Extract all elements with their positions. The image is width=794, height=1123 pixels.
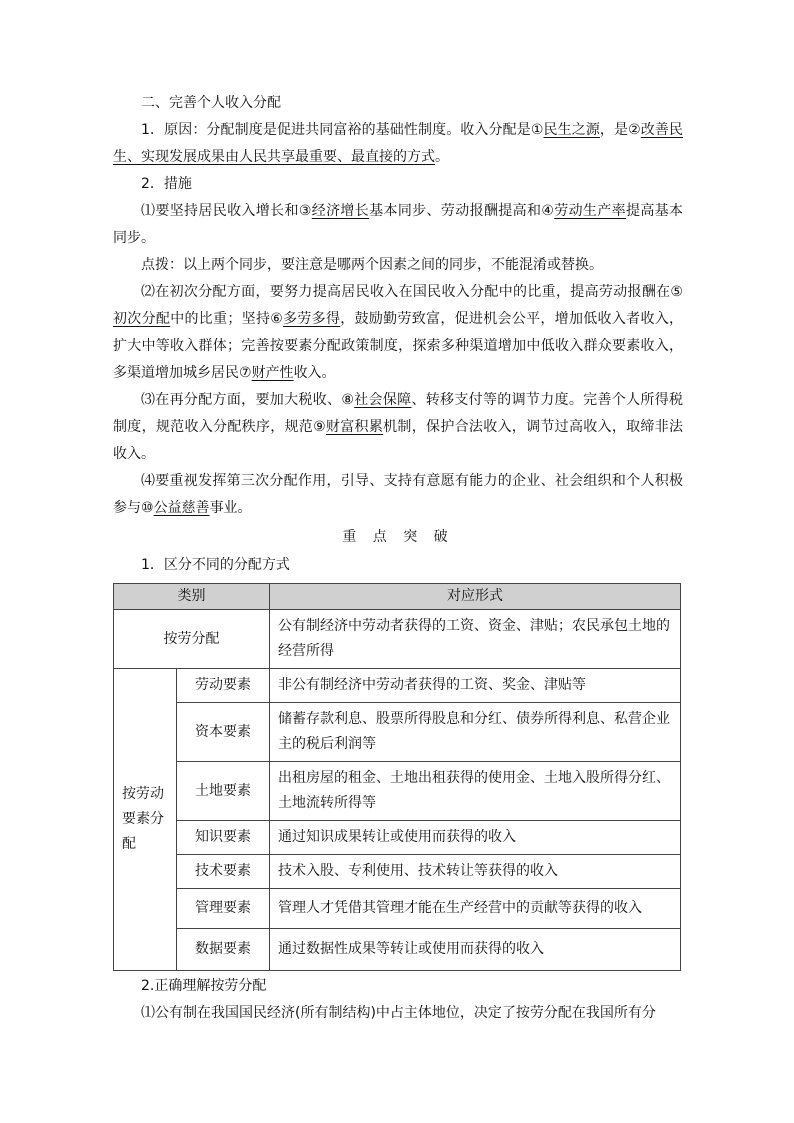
form-cell: 出租房屋的租金、土地出租获得的使用金、土地入股所得分红、土地流转所得等 [270,762,681,821]
text: ，鼓励勤劳致富，促进机会公平，增加低收入者收入，扩大中等收入群体；完善按要素分配政策制度，探索多种渠道增加中低收入群众要素收入，多渠道增加城乡居民⑦ [113,311,684,381]
text: ⑷要重视发挥第三次分配作用，引导、支持有意愿有能力的企业、社会组织和个人积极参与⑩ [113,473,683,516]
answer-blank-7: 财产性 [251,365,294,381]
sub-category-cell: 土地要素 [177,762,270,821]
sub-category-cell: 劳动要素 [177,669,270,703]
table-row [114,929,681,971]
text: 基本同步、劳动报酬提高和④ [369,203,555,219]
form-cell: 技术入股、专利使用、技术转让等获得的收入 [270,855,681,889]
text: 事业。 [209,500,252,516]
paragraph-measure-4 [113,468,683,522]
header-category: 类别 [114,584,270,610]
paragraph-measure-2 [113,279,683,387]
table-row [114,703,681,762]
table-row [114,889,681,929]
category-cell: 按劳分配 [114,610,270,669]
text: 。 [435,149,449,165]
sub-category-cell: 知识要素 [177,821,270,855]
answer-blank-1: 民生之源 [543,122,600,138]
answer-blank-8: 社会保障 [354,392,412,408]
table-row [114,821,681,855]
sub-category-cell: 管理要素 [177,889,270,929]
sub-category-cell: 资本要素 [177,703,270,762]
table-row [114,669,681,703]
table-row [114,855,681,889]
answer-blank-4: 劳动生产率 [554,203,626,219]
table-row [114,610,681,669]
sub-category-cell: 数据要素 [177,929,270,971]
text: 、转移支付等的调节力度。完善个人所得税制度，规范收入分配秩序，规范⑨ [113,392,684,435]
paragraph-reason [113,117,683,171]
tip-paragraph: 点拨：以上两个同步，要注意是哪两个因素之间的同步，不能混淆或替换。 [141,257,603,273]
form-cell: 非公有制经济中劳动者获得的工资、奖金、津贴等 [270,669,681,703]
header-form: 对应形式 [270,584,681,610]
text: 收入。 [293,365,336,381]
table-row [114,762,681,821]
answer-blank-9: 财富积累 [325,419,384,435]
paragraph-measure-3 [113,387,683,468]
text: ⑴要坚持居民收入增长和③ [141,203,312,219]
text: ⑶在再分配方面，要加大税收、⑧ [141,392,355,408]
key-item-2: 2.正确理解按劳分配 [141,978,267,994]
group-category-cell: 按劳动要素分配 [114,669,177,971]
distribution-table [113,583,681,971]
document-page [113,90,683,1027]
text: 提高基本同步。 [113,203,684,246]
key-item-1: 1．区分不同的分配方式 [141,557,290,573]
paragraph-measure-1 [113,198,683,252]
section-heading: 二、完善个人收入分配 [141,95,281,111]
text: ⑵在初次分配方面，要努力提高居民收入在国民收入分配中的比重，提高劳动报酬在⑤ [141,284,683,300]
form-cell: 管理人才凭借其管理才能在生产经营中的贡献等获得的收入 [270,889,681,929]
answer-blank-10: 公益慈善 [153,500,210,516]
answer-blank-2: 改善民生、实现发展成果由人民共享最重要、最直接的方式 [113,122,684,165]
answer-blank-6: 多劳多得 [283,311,341,327]
form-cell: 通过数据性成果等转让或使用而获得的收入 [270,929,681,971]
measures-heading: 2．措施 [141,176,192,192]
table-header-row [114,584,681,610]
form-cell: 储蓄存款利息、股票所得股息和分红、债券所得利息、私营企业主的税后利润等 [270,703,681,762]
text: 1．原因：分配制度是促进共同富裕的基础性制度。收入分配是① [141,122,544,138]
text: 机制，保护合法收入，调节过高收入，取缔非法收入。 [113,419,684,462]
sub-category-cell: 技术要素 [177,855,270,889]
text: ，是② [599,122,641,138]
key-points-title: 重 点 突 破 [342,529,454,545]
key-item-2-paragraph: ⑴公有制在我国国民经济(所有制结构)中占主体地位，决定了按劳分配在我国所有分 [141,1005,656,1021]
form-cell: 公有制经济中劳动者获得的工资、资金、津贴；农民承包土地的经营所得 [270,610,681,669]
text: 中的比重；坚持⑥ [170,311,284,327]
form-cell: 通过知识成果转让或使用而获得的收入 [270,821,681,855]
answer-blank-5: 初次分配 [113,311,171,327]
answer-blank-3: 经济增长 [311,203,370,219]
